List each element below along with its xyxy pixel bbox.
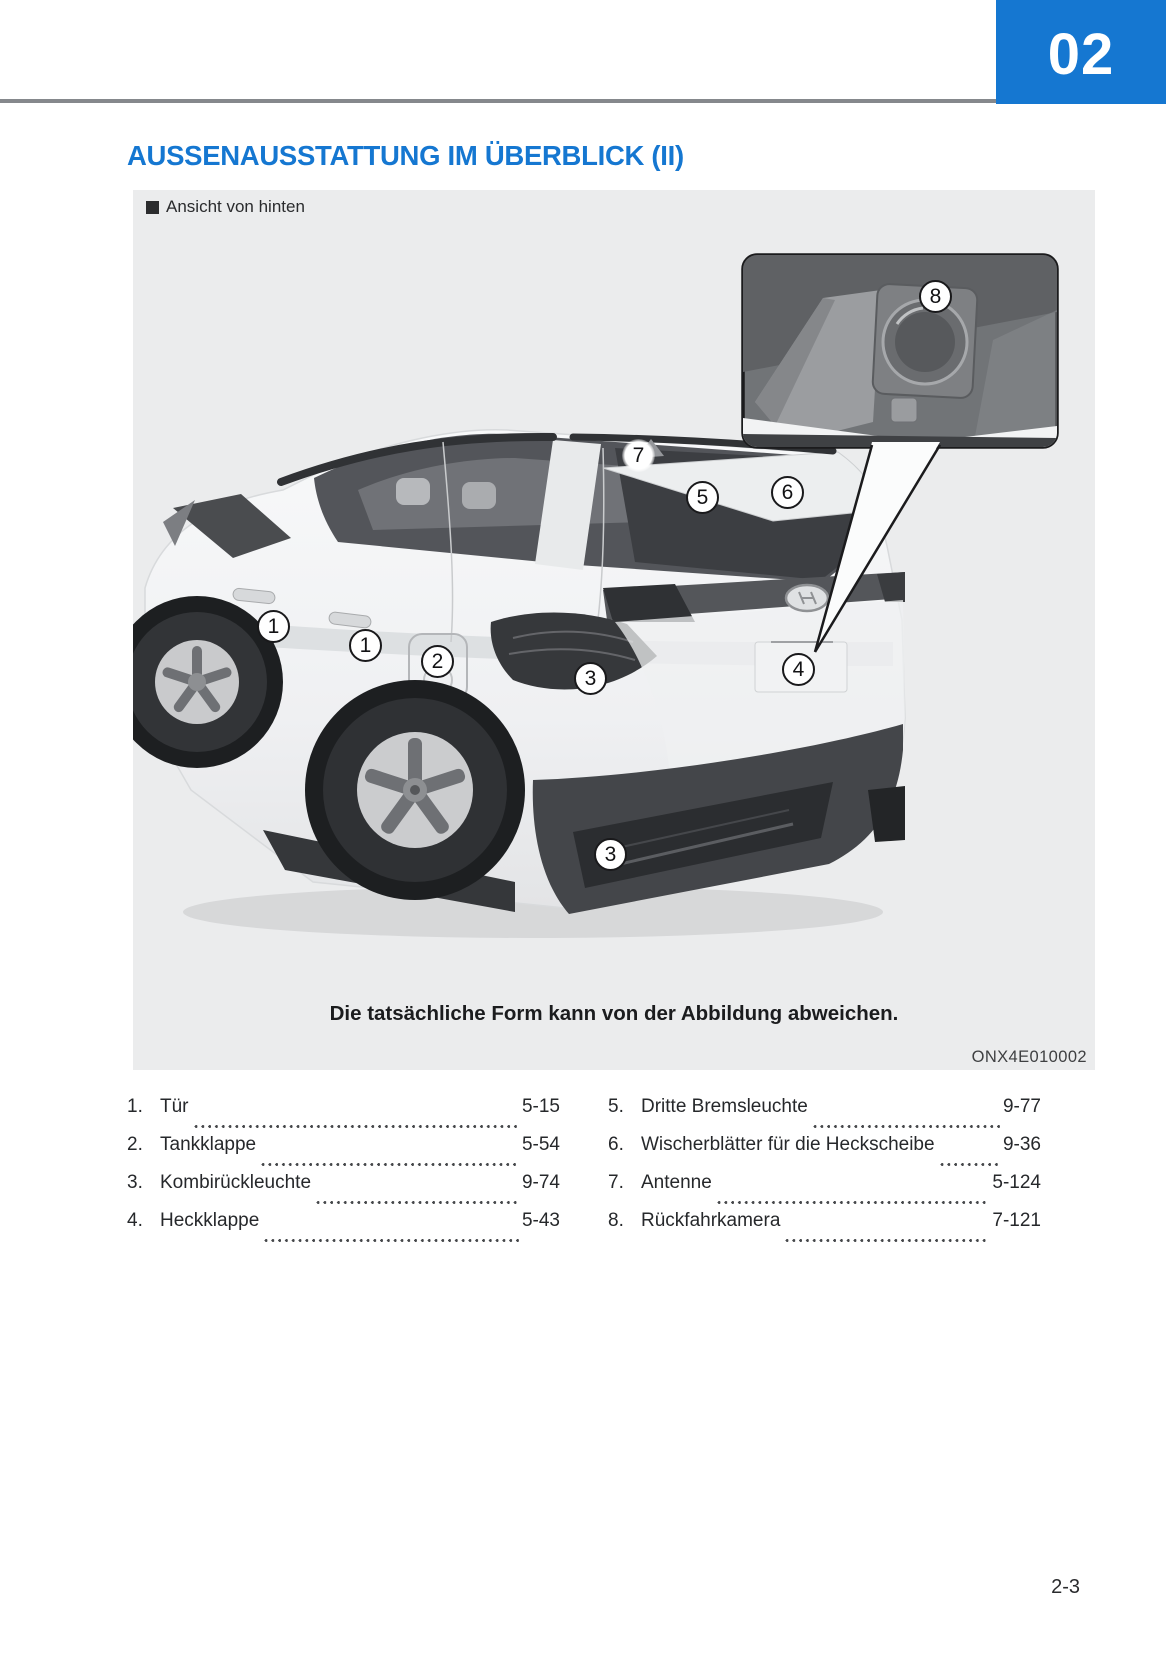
- toc-item-number: 8.: [608, 1210, 624, 1231]
- toc-item-number: 1.: [127, 1096, 143, 1117]
- toc-item: [127, 1210, 560, 1248]
- rear-wheel: [305, 680, 525, 900]
- toc-item-number: 6.: [608, 1134, 624, 1155]
- toc-item: [127, 1096, 560, 1134]
- toc-item-page: 5-124: [992, 1172, 1041, 1193]
- callout-tailgate: 4: [782, 653, 815, 686]
- toc-item-number: 3.: [127, 1172, 143, 1193]
- toc-item-label: Wischerblätter für die Heckscheibe: [641, 1134, 935, 1155]
- callout-antenna: 7: [622, 439, 655, 472]
- page-title: AUSSENAUSSTATTUNG IM ÜBERBLICK (II): [127, 140, 684, 171]
- toc-item-page: 5-54: [521, 1134, 560, 1155]
- toc-item-number: 7.: [608, 1172, 624, 1193]
- toc-item-page: 7-121: [992, 1210, 1041, 1231]
- figure-caption: Die tatsächliche Form kann von der Abbildung abweichen.: [329, 1002, 899, 1025]
- dot-leader: [261, 1161, 519, 1168]
- toc-item: [608, 1210, 1041, 1248]
- chapter-tab: [996, 0, 1166, 104]
- toc-item-page: 9-74: [521, 1172, 560, 1193]
- toc-item: [608, 1134, 1041, 1172]
- camera-inset: [743, 255, 1057, 447]
- header-rule: [0, 99, 996, 103]
- toc-item-label: Rückfahrkamera: [641, 1210, 781, 1231]
- toc-item-number: 2.: [127, 1134, 143, 1155]
- dot-leader: [316, 1199, 519, 1206]
- dot-leader: [813, 1123, 1000, 1130]
- figure-code: ONX4E010002: [971, 1048, 1087, 1066]
- figure-view-label: [146, 197, 305, 217]
- toc-item-label: Tankklappe: [160, 1134, 257, 1155]
- parts-list-right: [608, 1096, 1041, 1248]
- chapter-number: 02: [1047, 21, 1115, 87]
- camera-lens: [895, 312, 955, 372]
- dot-leader: [785, 1237, 989, 1244]
- callout-brake-light: 5: [686, 481, 719, 514]
- callout-taillight: 3: [574, 662, 607, 695]
- callout-door-front: 1: [257, 610, 290, 643]
- callout-bumper-light: 3: [594, 838, 627, 871]
- callout-rear-camera: 8: [919, 280, 952, 313]
- figure-panel: [133, 190, 1095, 1070]
- toc-item-label: Heckklappe: [160, 1210, 260, 1231]
- toc-item-label: Dritte Bremsleuchte: [641, 1096, 808, 1117]
- toc-item: [608, 1096, 1041, 1134]
- toc-item-label: Kombirückleuchte: [160, 1172, 312, 1193]
- toc-item-page: 9-36: [1002, 1134, 1041, 1155]
- figure-view-label-text: Ansicht von hinten: [166, 197, 305, 216]
- callout-wiper: 6: [771, 476, 804, 509]
- toc-item-page: 5-43: [521, 1210, 560, 1231]
- parts-list-left: [127, 1096, 560, 1248]
- toc-item-label: Tür: [160, 1096, 189, 1117]
- toc-item-page: 5-15: [521, 1096, 560, 1117]
- dot-leader: [940, 1161, 1000, 1168]
- page-number: 2-3: [1051, 1576, 1080, 1598]
- toc-item: [127, 1134, 560, 1172]
- toc-item-page: 9-77: [1002, 1096, 1041, 1117]
- toc-item: [608, 1172, 1041, 1210]
- toc-item-number: 4.: [127, 1210, 143, 1231]
- toc-item: [127, 1172, 560, 1210]
- dot-leader: [717, 1199, 990, 1206]
- callout-door-rear: 1: [349, 629, 382, 662]
- square-bullet-icon: [146, 201, 159, 214]
- dot-leader: [194, 1123, 519, 1130]
- dot-leader: [264, 1237, 519, 1244]
- toc-item-number: 5.: [608, 1096, 624, 1117]
- toc-item-label: Antenne: [641, 1172, 712, 1193]
- callout-fuel-door: 2: [421, 645, 454, 678]
